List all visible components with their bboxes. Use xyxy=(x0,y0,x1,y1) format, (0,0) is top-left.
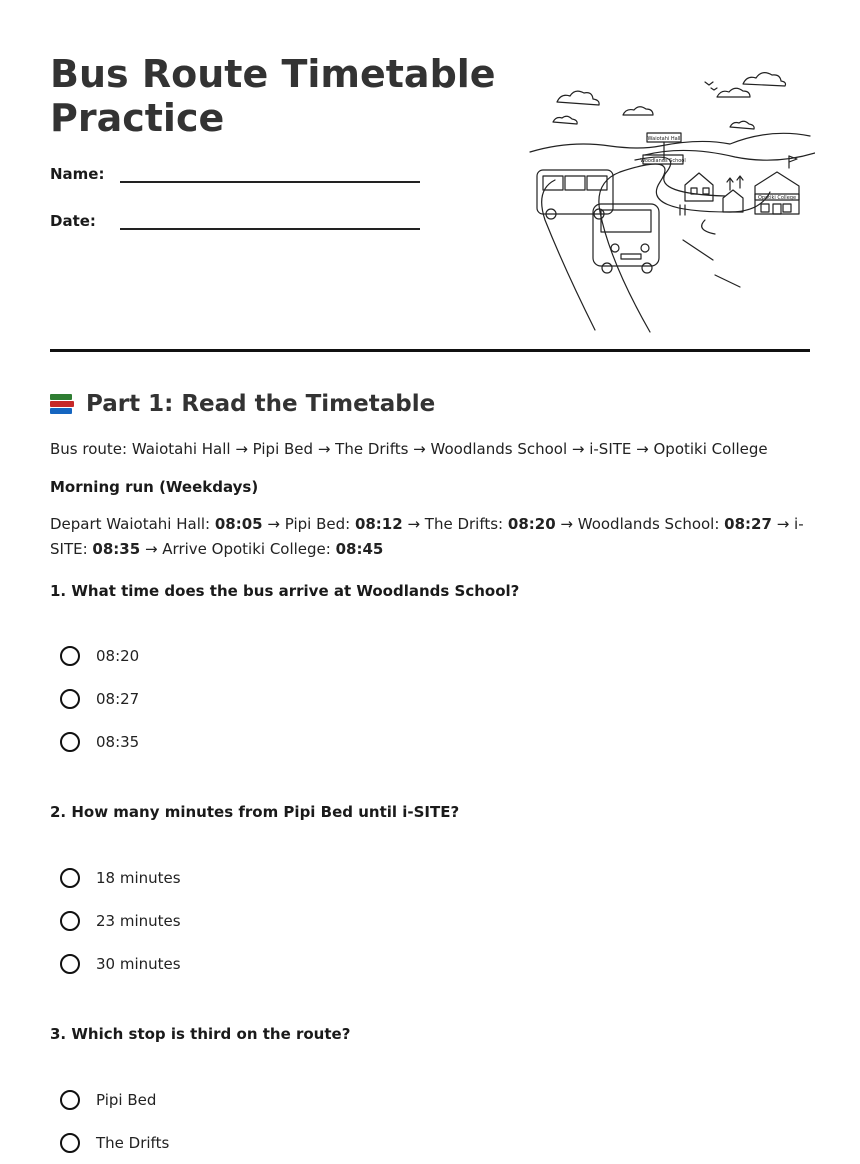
question-2-options xyxy=(50,856,810,985)
name-line[interactable] xyxy=(120,165,420,183)
run-label: Morning run (Weekdays) xyxy=(50,478,259,496)
answer-option[interactable] xyxy=(50,677,810,720)
radio-button[interactable] xyxy=(60,646,80,666)
answer-option[interactable] xyxy=(50,1078,810,1121)
question-2: 2. How many minutes from Pipi Bed until i-SITE? xyxy=(50,803,460,821)
question-1: 1. What time does the bus arrive at Woodlands School? xyxy=(50,582,520,600)
question-3-options xyxy=(50,1078,810,1164)
page-title: Bus Route Timetable Practice xyxy=(50,52,496,140)
option-label: 08:35 xyxy=(96,732,140,751)
option-label: 30 minutes xyxy=(96,954,181,973)
sign-opotiki-college: Opotiki College xyxy=(757,195,797,201)
name-label: Name: xyxy=(50,165,105,183)
route-text: Bus route: Waiotahi Hall → Pipi Bed → The Drifts → Woodlands School → i-SITE → Opotiki College xyxy=(50,440,768,458)
books-icon xyxy=(50,391,76,417)
stop-time: 08:27 xyxy=(724,515,772,533)
answer-option[interactable] xyxy=(50,856,810,899)
radio-button[interactable] xyxy=(60,868,80,888)
stop-label: → Pipi Bed: xyxy=(262,515,355,533)
part1-heading-text: Part 1: Read the Timetable xyxy=(86,391,436,417)
stop-time: 08:12 xyxy=(354,515,403,533)
part1-heading xyxy=(50,388,810,420)
answer-option[interactable] xyxy=(50,720,810,763)
radio-button[interactable] xyxy=(60,954,80,974)
radio-button[interactable] xyxy=(60,911,80,931)
question-1-options xyxy=(50,634,810,763)
radio-button[interactable] xyxy=(60,732,80,752)
option-label: 18 minutes xyxy=(96,868,181,887)
question-3: 3. Which stop is third on the route? xyxy=(50,1025,351,1043)
radio-button[interactable] xyxy=(60,1090,80,1110)
date-line[interactable] xyxy=(120,212,420,230)
bus-route-illustration xyxy=(525,60,815,335)
answer-option[interactable] xyxy=(50,899,810,942)
stop-time: 08:05 xyxy=(214,515,263,533)
worksheet-content xyxy=(50,388,810,1164)
timetable-text xyxy=(50,512,810,562)
radio-button[interactable] xyxy=(60,1133,80,1153)
answer-option[interactable] xyxy=(50,942,810,985)
option-label: 08:20 xyxy=(96,646,140,665)
stop-label: → The Drifts: xyxy=(402,515,508,533)
stop-label: → i-SITE: xyxy=(50,515,804,558)
option-label: 23 minutes xyxy=(96,911,181,930)
date-label: Date: xyxy=(50,212,96,230)
answer-option[interactable] xyxy=(50,1121,810,1164)
answer-option[interactable] xyxy=(50,634,810,677)
header-divider xyxy=(50,349,810,352)
radio-button[interactable] xyxy=(60,689,80,709)
sign-woodlands-school: Woodlands School xyxy=(640,158,686,164)
date-field-row xyxy=(50,212,420,230)
option-label: 08:27 xyxy=(96,689,140,708)
stop-label: Depart Waiotahi Hall: xyxy=(50,515,215,533)
stop-time: 08:20 xyxy=(507,515,556,533)
name-field-row xyxy=(50,165,420,183)
stop-time: 08:45 xyxy=(335,540,384,558)
stop-time: 08:35 xyxy=(92,540,141,558)
stop-label: → Arrive Opotiki College: xyxy=(140,540,336,558)
sign-waiotahi-hall: Waiotahi Hall xyxy=(647,136,681,142)
option-label: Pipi Bed xyxy=(96,1090,157,1109)
option-label: The Drifts xyxy=(96,1133,170,1152)
stop-label: → Woodlands School: xyxy=(555,515,725,533)
